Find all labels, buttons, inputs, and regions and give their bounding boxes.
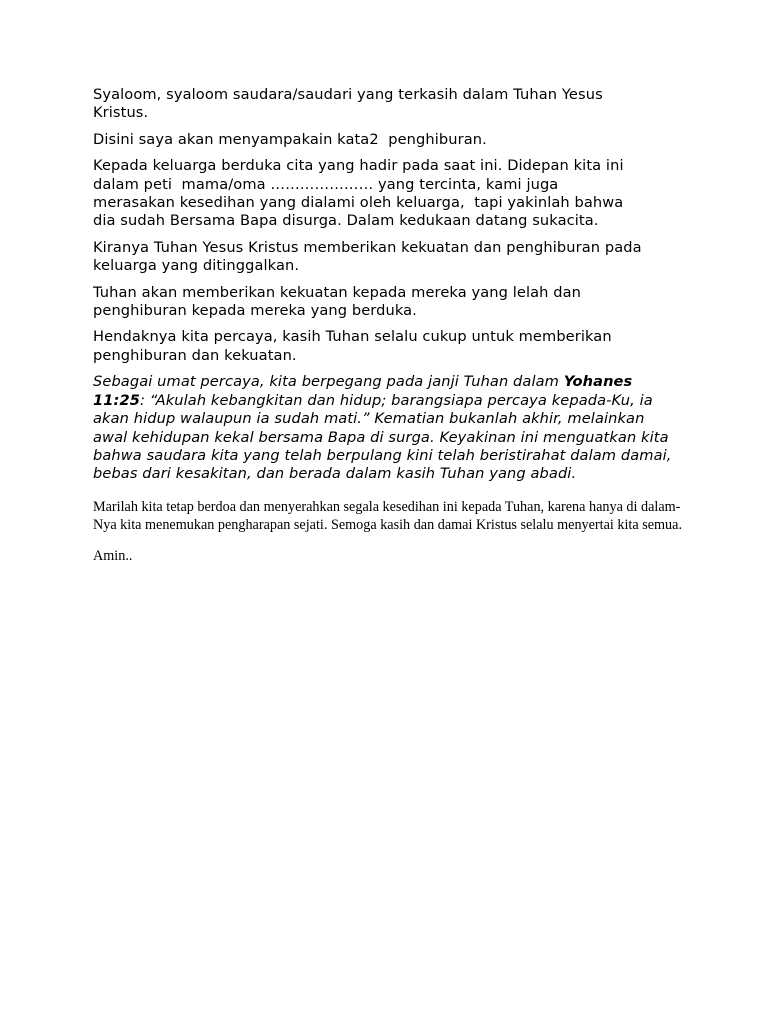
scripture-intro: Sebagai umat percaya, kita berpegang pada janji Tuhan dalam [93,373,564,391]
strength-paragraph: Tuhan akan memberikan kekuatan kepada mereka yang lelah dan penghiburan kepada mereka yang berduka. [93,283,581,320]
closing-paragraph: Marilah kita tetap berdoa dan menyerahkan segala kesedihan ini kepada Tuhan, karena hanya di dalam-Nya kita menemukan pengharapan sejati. Semoga kasih dan damai Kristus selalu menyertai kita semua. [93,498,682,534]
scripture-paragraph [93,373,683,483]
greeting-paragraph: Syaloom, syaloom saudara/saudari yang terkasih dalam Tuhan Yesus Kristus. [93,86,603,122]
amen-text: Amin.. [93,547,133,564]
faith-paragraph: Hendaknya kita percaya, kasih Tuhan selalu cukup untuk memberikan penghiburan dan kekuatan. [93,328,612,364]
condolence-paragraph: Kepada keluarga berduka cita yang hadir pada saat ini. Didepan kita ini dalam peti mama/oma ………………… yang tercinta, kami juga merasakan kesedihan yang dialami oleh keluarga, tapi yakinlah bahwa dia sudah Bersama Bapa disurga. Dalam kedukaan datang sukacita. [93,157,624,230]
document-page [93,86,683,578]
intro-paragraph: Disini saya akan menyampakain kata2 penghiburan. [93,130,487,148]
scripture-quote: : “Akulah kebangkitan dan hidup; barangsiapa percaya kepada-Ku, ia akan hidup walaupun ia sudah mati.” Kematian bukanlah akhir, melainkan awal kehidupan kekal bersama Bapa di surga. Keyakinan ini menguatkan kita bahwa saudara kita yang telah berpulang kini telah beristirahat dalam damai, bebas dari kesakitan, dan berada dalam kasih Tuhan yang abadi. [93,391,672,483]
blessing-paragraph: Kiranya Tuhan Yesus Kristus memberikan kekuatan dan penghiburan pada keluarga yang ditinggalkan. [93,238,642,275]
scripture-reference: Yohanes 11:25 [93,373,633,409]
